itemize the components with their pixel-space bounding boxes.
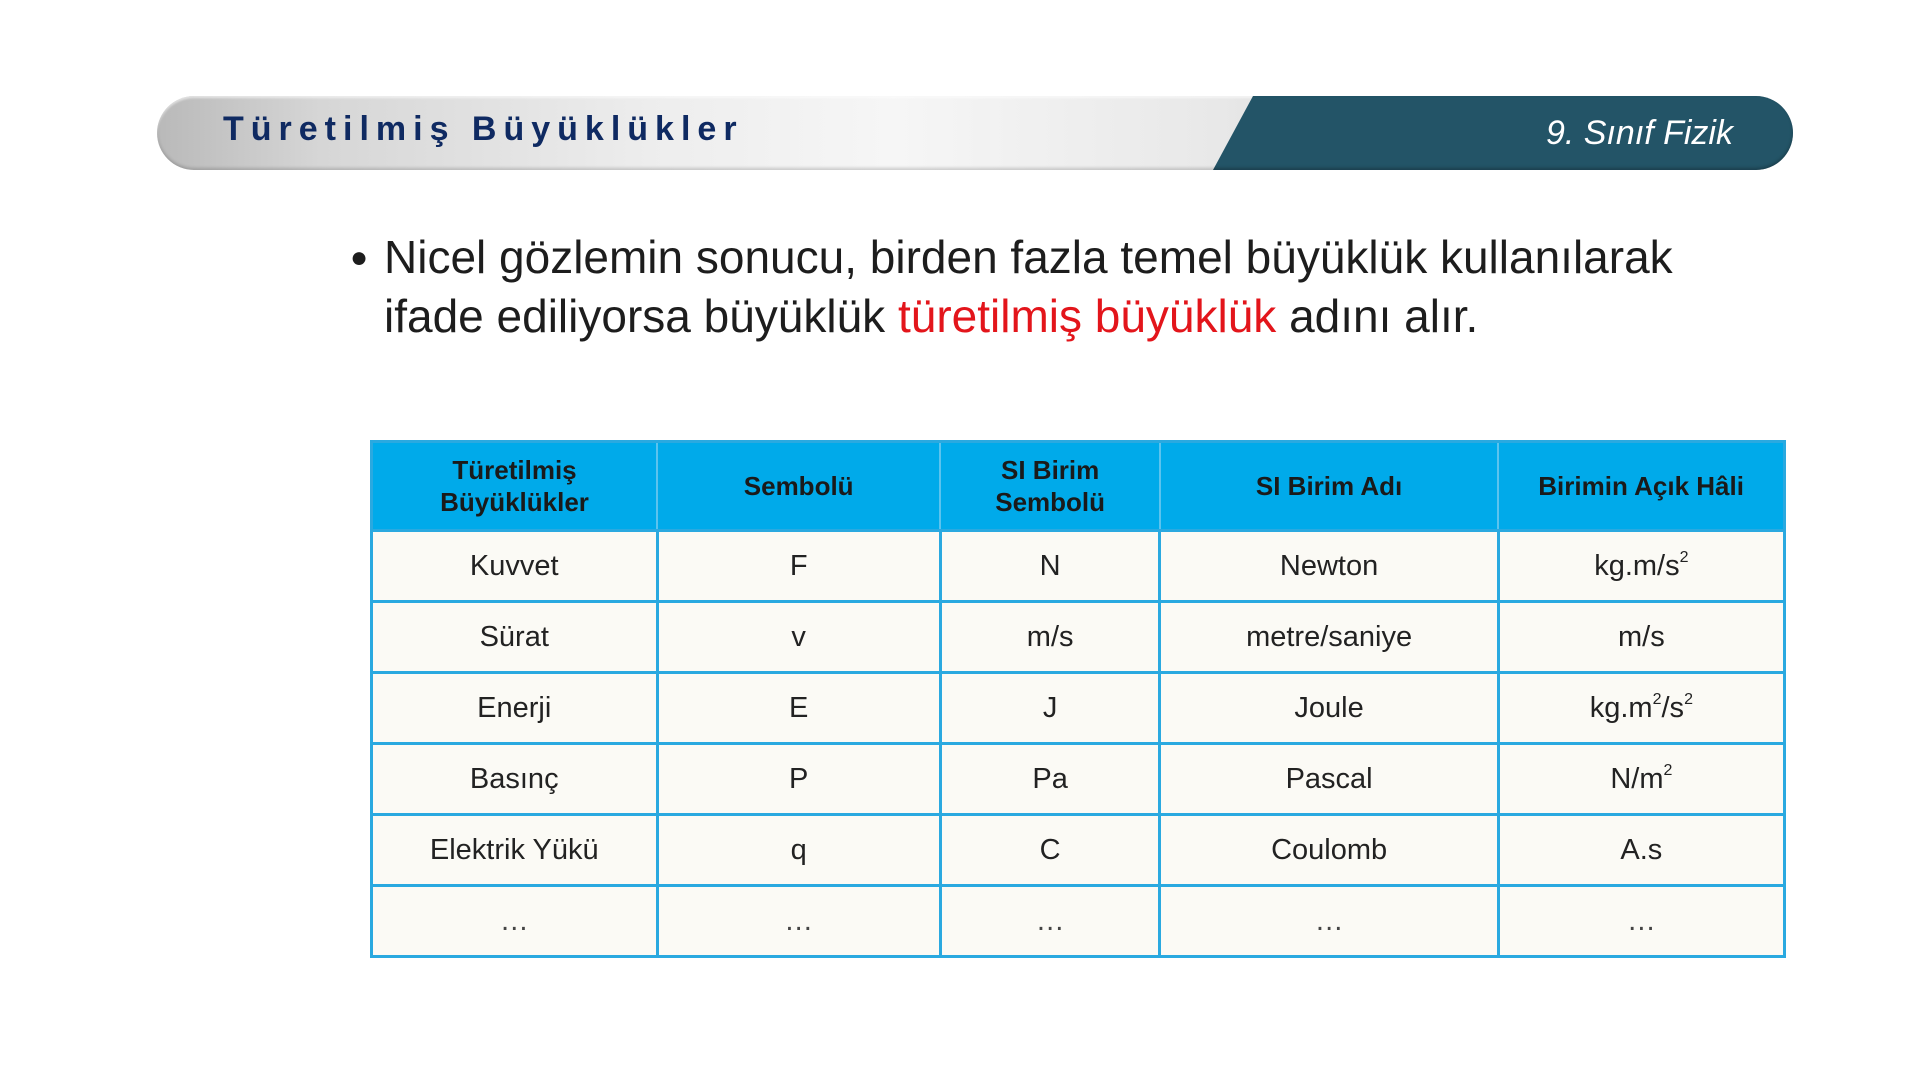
- slide-title: Türetilmiş Büyüklükler: [223, 110, 744, 148]
- course-label: 9. Sınıf Fizik: [1545, 114, 1733, 152]
- column-header-si-name: SI Birim Adı: [1160, 442, 1498, 531]
- cell-expanded: A.s: [1498, 815, 1784, 886]
- cell-si-name: …: [1160, 886, 1498, 957]
- cell-symbol: q: [657, 815, 940, 886]
- cell-quantity: Sürat: [372, 602, 658, 673]
- table-row-ellipsis: [372, 886, 1785, 957]
- cell-quantity: …: [372, 886, 658, 957]
- cell-si-name: Coulomb: [1160, 815, 1498, 886]
- cell-expanded: m/s: [1498, 602, 1784, 673]
- column-header-expanded: Birimin Açık Hâli: [1498, 442, 1784, 531]
- cell-si-symbol: J: [940, 673, 1160, 744]
- cell-si-symbol: Pa: [940, 744, 1160, 815]
- table-row: [372, 744, 1785, 815]
- cell-expanded: …: [1498, 886, 1784, 957]
- cell-symbol: …: [657, 886, 940, 957]
- cell-si-name: metre/saniye: [1160, 602, 1498, 673]
- definition-text-start: Nicel gözlemin sonucu, birden fazla temel büyüklük kullanılarak ifade ediliyorsa büyüklük: [384, 231, 1673, 342]
- column-header-quantity: Türetilmiş Büyüklükler: [372, 442, 658, 531]
- cell-symbol: P: [657, 744, 940, 815]
- table-row: [372, 673, 1785, 744]
- bullet-icon: ●: [350, 241, 369, 274]
- cell-expanded: $kg.m^2/s^2$: [1498, 673, 1784, 744]
- definition-text: [384, 228, 1770, 346]
- cell-quantity: Basınç: [372, 744, 658, 815]
- cell-si-name: Joule: [1160, 673, 1498, 744]
- cell-quantity: Elektrik Yükü: [372, 815, 658, 886]
- definition-text-end: adını alır.: [1276, 290, 1479, 342]
- column-header-symbol: Sembolü: [657, 442, 940, 531]
- cell-si-name: Pascal: [1160, 744, 1498, 815]
- cell-si-name: Newton: [1160, 531, 1498, 602]
- table-row: [372, 531, 1785, 602]
- table-row: [372, 602, 1785, 673]
- cell-quantity: Enerji: [372, 673, 658, 744]
- derived-quantities-table: [370, 440, 1786, 958]
- cell-si-symbol: …: [940, 886, 1160, 957]
- cell-si-symbol: C: [940, 815, 1160, 886]
- cell-si-symbol: m/s: [940, 602, 1160, 673]
- cell-si-symbol: N: [940, 531, 1160, 602]
- table-row: [372, 815, 1785, 886]
- column-header-si-symbol: SI Birim Sembolü: [940, 442, 1160, 531]
- cell-quantity: Kuvvet: [372, 531, 658, 602]
- cell-expanded: $N/m^2$: [1498, 744, 1784, 815]
- highlighted-term: türetilmiş büyüklük: [897, 290, 1277, 342]
- cell-symbol: v: [657, 602, 940, 673]
- cell-symbol: F: [657, 531, 940, 602]
- cell-symbol: E: [657, 673, 940, 744]
- cell-expanded: $kg.m/s^2$: [1498, 531, 1784, 602]
- definition-bullet: [350, 228, 1770, 346]
- title-banner: [157, 96, 1793, 170]
- table-header-row: [372, 442, 1785, 531]
